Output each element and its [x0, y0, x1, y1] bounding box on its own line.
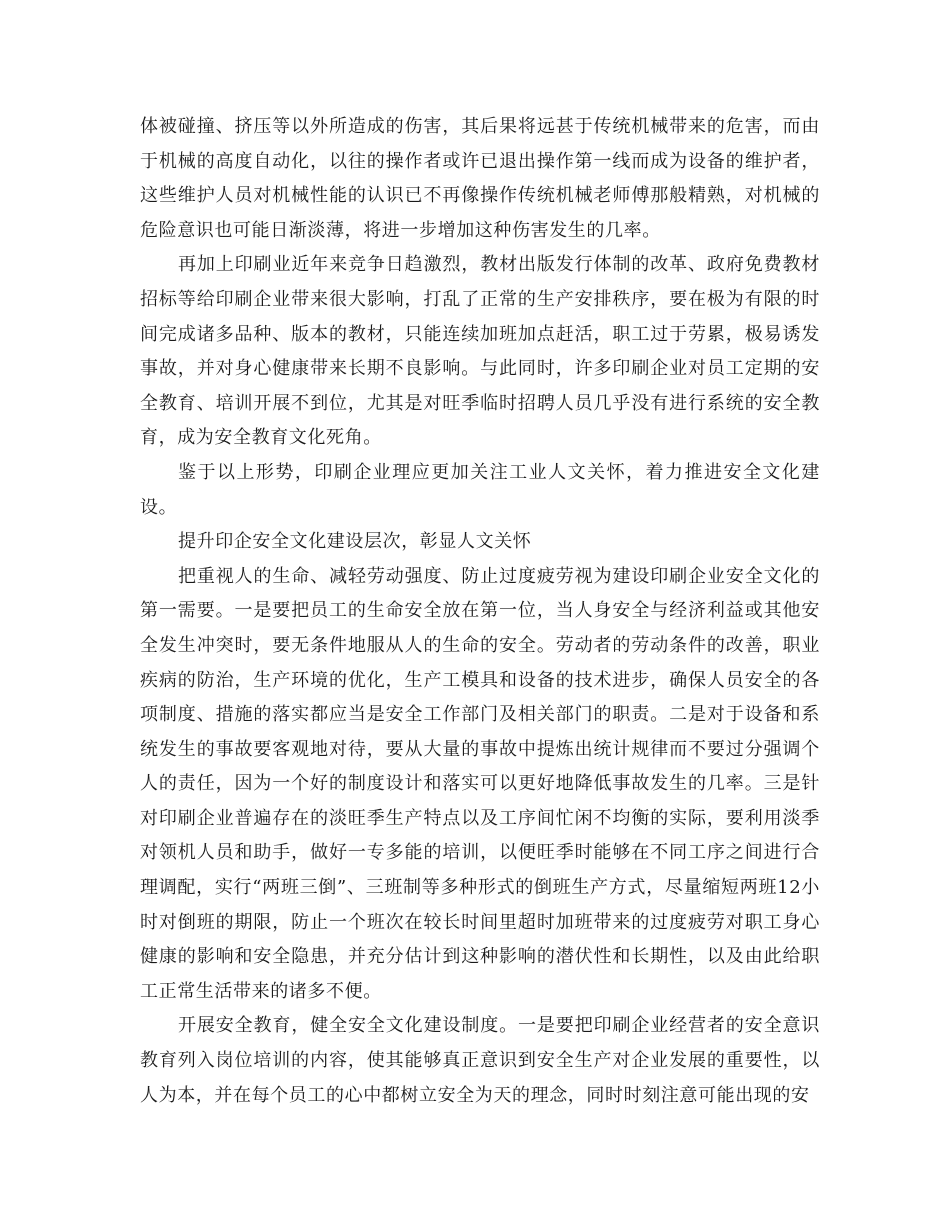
paragraph-5: 开展安全教育，健全安全文化建设制度。一是要把印刷企业经营者的安全意识教育列入岗位培训的内容，使其能够真正意识到安全生产对企业发展的重要性，以人为本，并在每个员工的心中都树立安全为天的理念，同时时刻注意可能出现的安 [140, 1015, 820, 1106]
paragraph-3: 鉴于以上形势，印刷企业理应更加关注工业人文关怀，着力推进安全文化建设。 [140, 461, 820, 518]
section-heading: 提升印企安全文化建设层次，彰显人文关怀 [178, 531, 532, 553]
paragraph-1: 体被碰撞、挤压等以外所造成的伤害，其后果将远甚于传统机械带来的危害，而由于机械的高度自动化，以往的操作者或许已退出操作第一线而成为设备的维护者，这些维护人员对机械性能的认识已不再像操作传统机械老师傅那般精熟，对机械的危险意识也可能日渐淡薄，将进一步增加这种伤害发生的几率。 [140, 116, 820, 241]
document-body [140, 110, 820, 1113]
paragraph-2: 再加上印刷业近年来竞争日趋激烈，教材出版发行体制的改革、政府免费教材招标等给印刷企业带来很大影响，打乱了正常的生产安排秩序，要在极为有限的时间完成诸多品种、版本的教材，只能连续加班加点赶活，职工过于劳累，极易诱发事故，并对身心健康带来长期不良影响。与此同时，许多印刷企业对员工定期的安全教育、培训开展不到位，尤其是对旺季临时招聘人员几乎没有进行系统的安全教育，成为安全教育文化死角。 [140, 254, 820, 449]
paragraph-4: 把重视人的生命、减轻劳动强度、防止过度疲劳视为建设印刷企业安全文化的第一需要。一是要把员工的生命安全放在第一位，当人身安全与经济利益或其他安全发生冲突时，要无条件地服从人的生命的安全。劳动者的劳动条件的改善，职业疾病的防治，生产环境的优化，生产工模具和设备的技术进步，确保人员安全的各项制度、措施的落实都应当是安全工作部门及相关部门的职责。二是对于设备和系统发生的事故要客观地对待，要从大量的事故中提炼出统计规律而不要过分强调个人的责任，因为一个好的制度设计和落实可以更好地降低事故发生的几率。三是针对印刷企业普遍存在的淡旺季生产特点以及工序间忙闲不均衡的实际，要利用淡季对领机人员和助手，做好一专多能的培训，以便旺季时能够在不同工序之间进行合理调配，实行“两班三倒”、三班制等多种形式的倒班生产方式，尽量缩短两班12小时对倒班的期限，防止一个班次在较长时间里超时加班带来的过度疲劳对职工身心健康的影响和安全隐患，并充分估计到这种影响的潜伏性和长期性，以及由此给职工正常生活带来的诸多不便。 [140, 565, 820, 1002]
